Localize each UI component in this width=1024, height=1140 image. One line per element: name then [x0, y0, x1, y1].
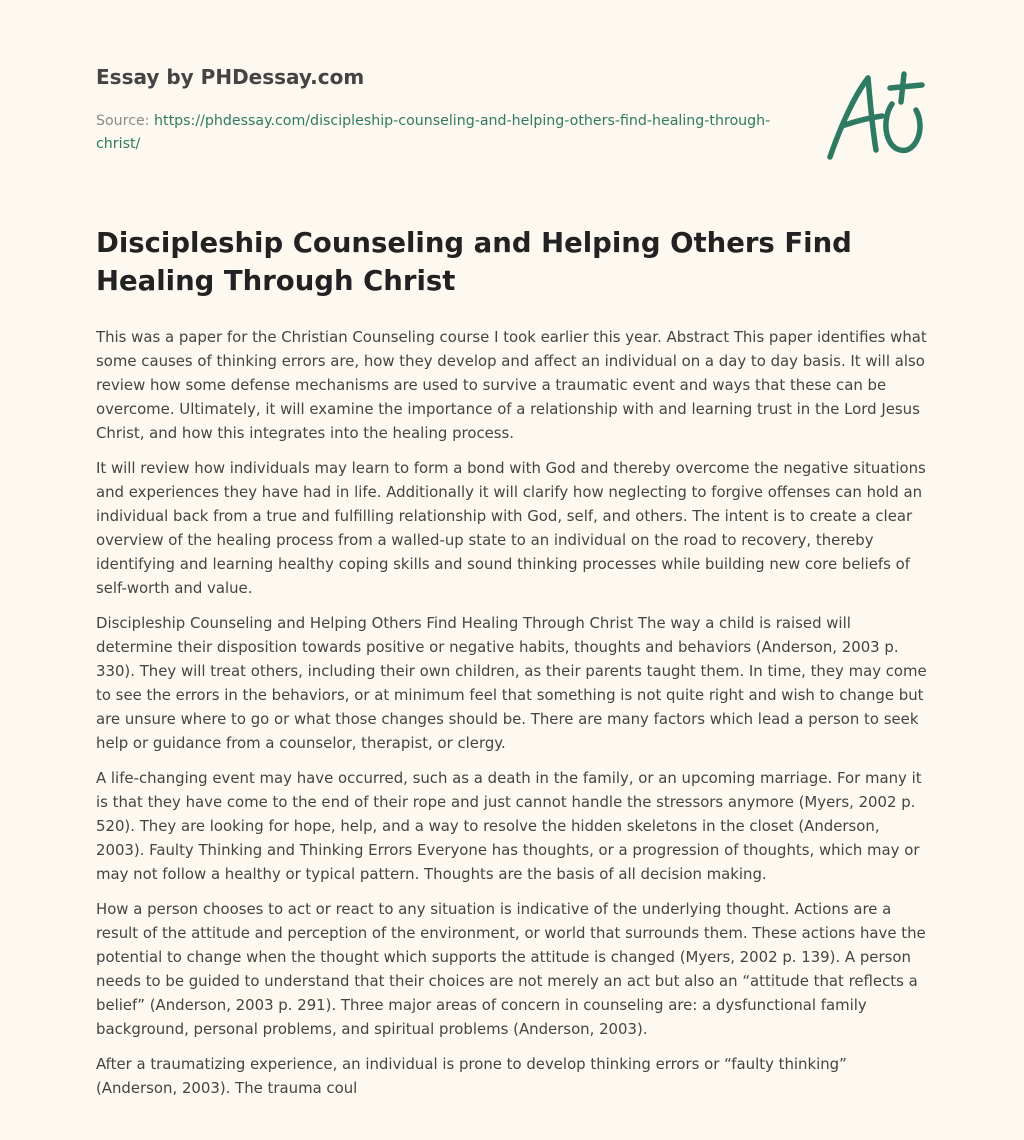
- source-line: [96, 110, 796, 156]
- essay-paragraph: Discipleship Counseling and Helping Others Find Healing Through Christ The way a child is raised will determine their disposition towards positive or negative habits, thoughts and behaviors (Anderson, 2003 p. 330). They will treat others, including their own children, as their parents taught them. In time, they may come to see the errors in the behaviors, or at minimum feel that something is not quite right and wish to change but are unsure where to go or what those changes should be. There are many factors which lead a person to seek help or guidance from a counselor, therapist, or clergy.: [96, 614, 927, 752]
- site-header: [96, 62, 796, 156]
- plus-horizontal: [890, 85, 922, 88]
- a-plus-grade-logo-icon: [820, 68, 930, 168]
- essay-paragraph: This was a paper for the Christian Counseling course I took earlier this year. Abstract This paper identifies what some causes of thinking errors are, how they develop and affect an individual on a day to day basis. It will also review how some defense mechanisms are used to survive a traumatic event and ways that these can be overcome. Ultimately, it will examine the importance of a relationship with and learning trust in the Lord Jesus Christ, and how this integrates into the healing process.: [96, 328, 927, 442]
- smile-curve: [886, 104, 920, 150]
- page-title: Discipleship Counseling and Helping Others Find Healing Through Christ: [96, 227, 852, 297]
- source-label: Source:: [96, 113, 150, 129]
- site-brand: Essay by PHDessay.com: [96, 65, 365, 89]
- essay-paragraph: It will review how individuals may learn to form a bond with God and thereby overcome the negative situations and experiences they have had in life. Additionally it will clarify how neglecting to forgive offenses can hold an individual back from a true and fulfilling relationship with God, self, and others. The intent is to create a clear overview of the healing process from a walled-up state to an individual on the road to recovery, thereby identifying and learning healthy coping skills and sound thinking processes while building new core beliefs of self-worth and value.: [96, 459, 926, 597]
- letter-a-right-stroke: [868, 78, 876, 150]
- essay-paragraph: After a traumatizing experience, an individual is prone to develop thinking errors or “faulty thinking” (Anderson, 2003). The trauma coul: [96, 1055, 847, 1097]
- essay-paragraph: A life-changing event may have occurred, such as a death in the family, or an upcoming marriage. For many it is that they have come to the end of their rope and just cannot handle the stressors anymore (Myers, 2002 p. 520). They are looking for hope, help, and a way to resolve the hidden skeletons in the closet (Anderson, 2003). Faulty Thinking and Thinking Errors Everyone has thoughts, or a progression of thoughts, which may or may not follow a healthy or typical pattern. Thoughts are the basis of all decision making.: [96, 769, 922, 883]
- essay-paragraph: How a person chooses to act or react to any situation is indicative of the underlying thought. Actions are a result of the attitude and perception of the environment, or world that surrounds them. These actions have the potential to change when the thought which supports the attitude is changed (Myers, 2002 p. 139). A person needs to be guided to understand that their choices are not merely an act but also an “attitude that reflects a belief” (Anderson, 2003 p. 291). Three major areas of concern in counseling are: a dysfunctional family background, personal problems, and spiritual problems (Anderson, 2003).: [96, 900, 926, 1038]
- source-link[interactable]: https://phdessay.com/discipleship-counseling-and-helping-others-find-healing-through-christ/: [96, 113, 771, 152]
- essay-body: [96, 325, 928, 1111]
